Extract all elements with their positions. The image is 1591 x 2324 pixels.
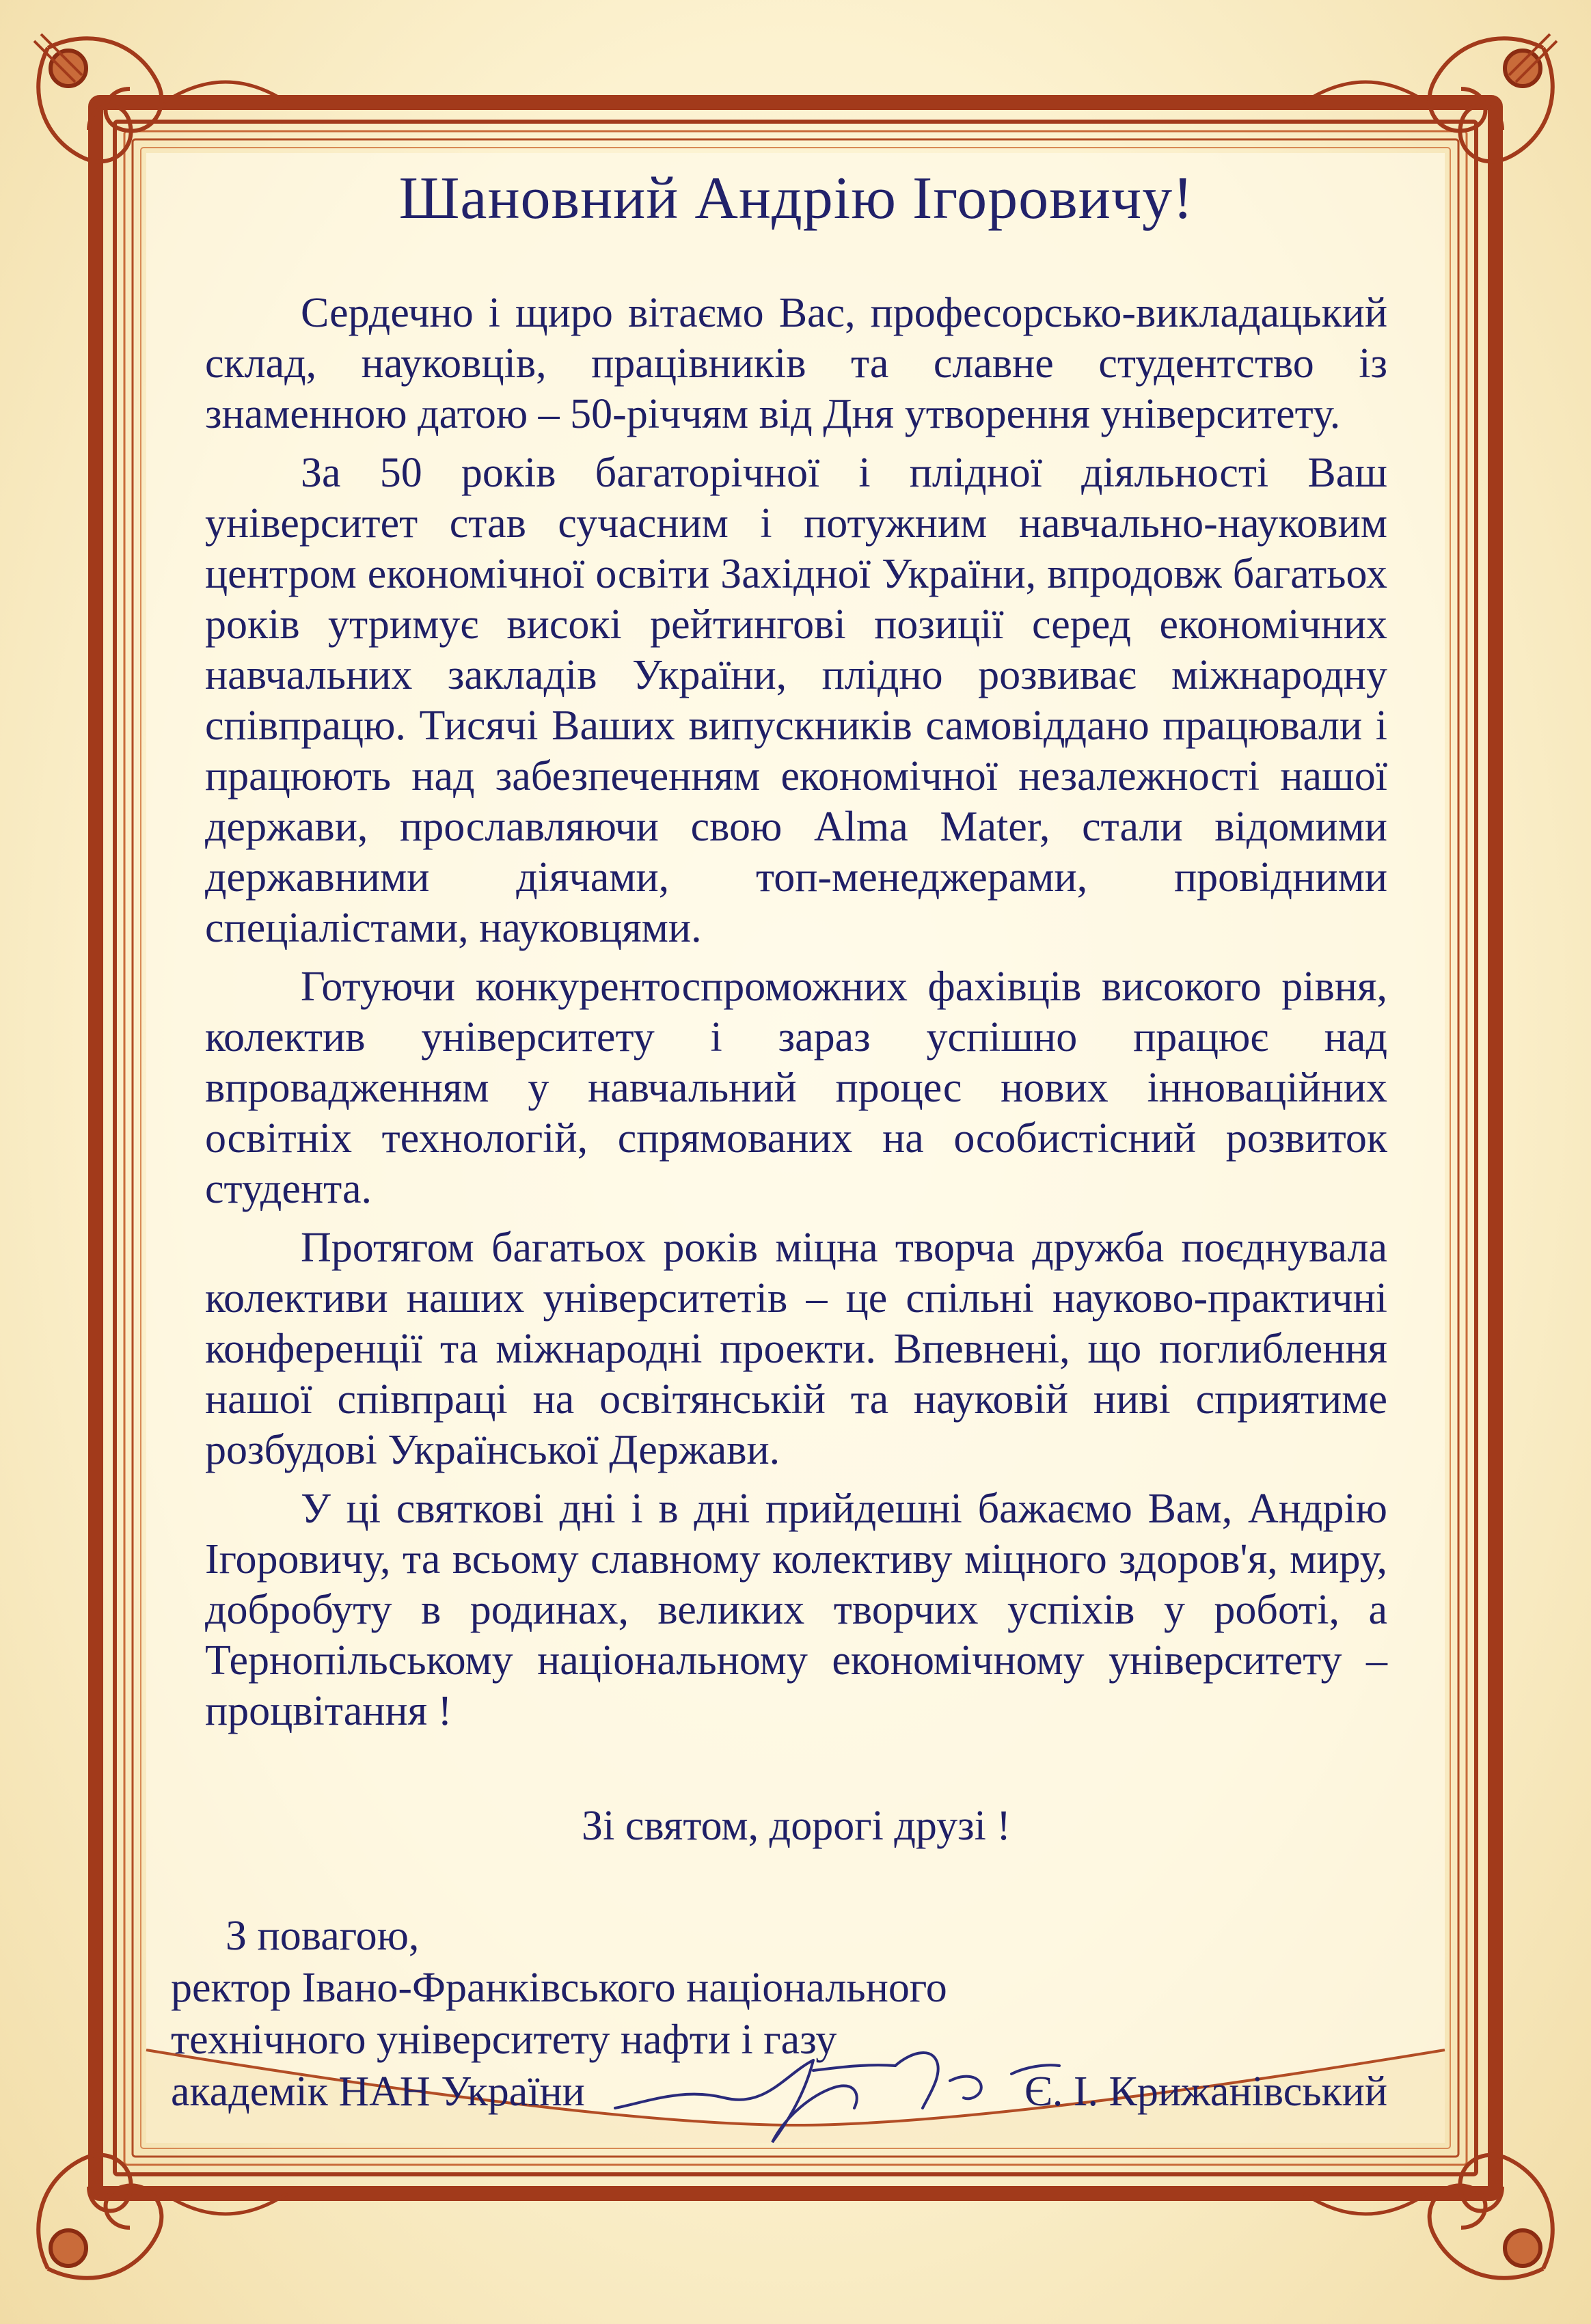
- paragraph-2: За 50 років багаторічної і плідної діяльності Ваш університет став сучасним і потужним навчально-науковим центром економічної освіти Західної України, впродовж багатьох років утримує високі рейтингові позиції серед економічних навчальних закладів України, плідно розвиває міжнародну співпрацю. Тисячі Ваших випускників самовіддано працювали і працюють над забезпеченням економічної незалежності нашої держави, прославляючи свою Alma Mater, стали відомими державними діячами, топ-менеджерами, провідними спеціалістами, науковцями.: [205, 450, 1387, 951]
- paragraph-3: Готуючи конкурентоспроможних фахівців високого рівня, колектив університету і зараз успішно працює над впровадженням у навчальний процес нових інноваційних освітніх технологій, спрямованих на особистісний розвиток студента.: [205, 963, 1387, 1212]
- signer-title-line-1: ректор Івано-Франківського національного: [171, 1965, 947, 2011]
- signer-name: Є. І. Крижанівський: [1024, 2068, 1387, 2115]
- paragraph-5: У ці святкові дні і в дні прийдешні бажаємо Вам, Андрію Ігоровичу, та всьому славному колективу міцного здоров'я, миру, добробуту в родинах, великих творчих успіхів у роботі, а Тернопільському національному економічному університету – процвітання !: [205, 1486, 1387, 1734]
- letter-greeting: Шановний Андрію Ігоровичу!: [398, 165, 1194, 232]
- paragraph-1: Сердечно і щиро вітаємо Вас, професорсько-викладацький склад, науковців, працівників та славне студентство із знаменною датою – 50-річчям від Дня утворення університету.: [205, 290, 1387, 437]
- signature-block: [171, 1910, 1387, 2118]
- signer-title-line-2: технічного університету нафти і газу: [171, 2017, 837, 2063]
- signature-salutation: З повагою,: [226, 1913, 420, 1959]
- signer-title-line-3: академік НАН України: [171, 2068, 585, 2115]
- paragraph-4: Протягом багатьох років міцна творча дружба поєднувала колективи наших університетів – це спільні науково-практичні конференції та міжнародні проекти. Впевнені, що поглиблення нашої співпраці на освітянській та науковій ниві сприятиме розбудові Української Держави.: [205, 1225, 1387, 1473]
- closing-line: Зі святом, дорогі друзі !: [582, 1803, 1011, 1849]
- letter-body: [205, 137, 1387, 1850]
